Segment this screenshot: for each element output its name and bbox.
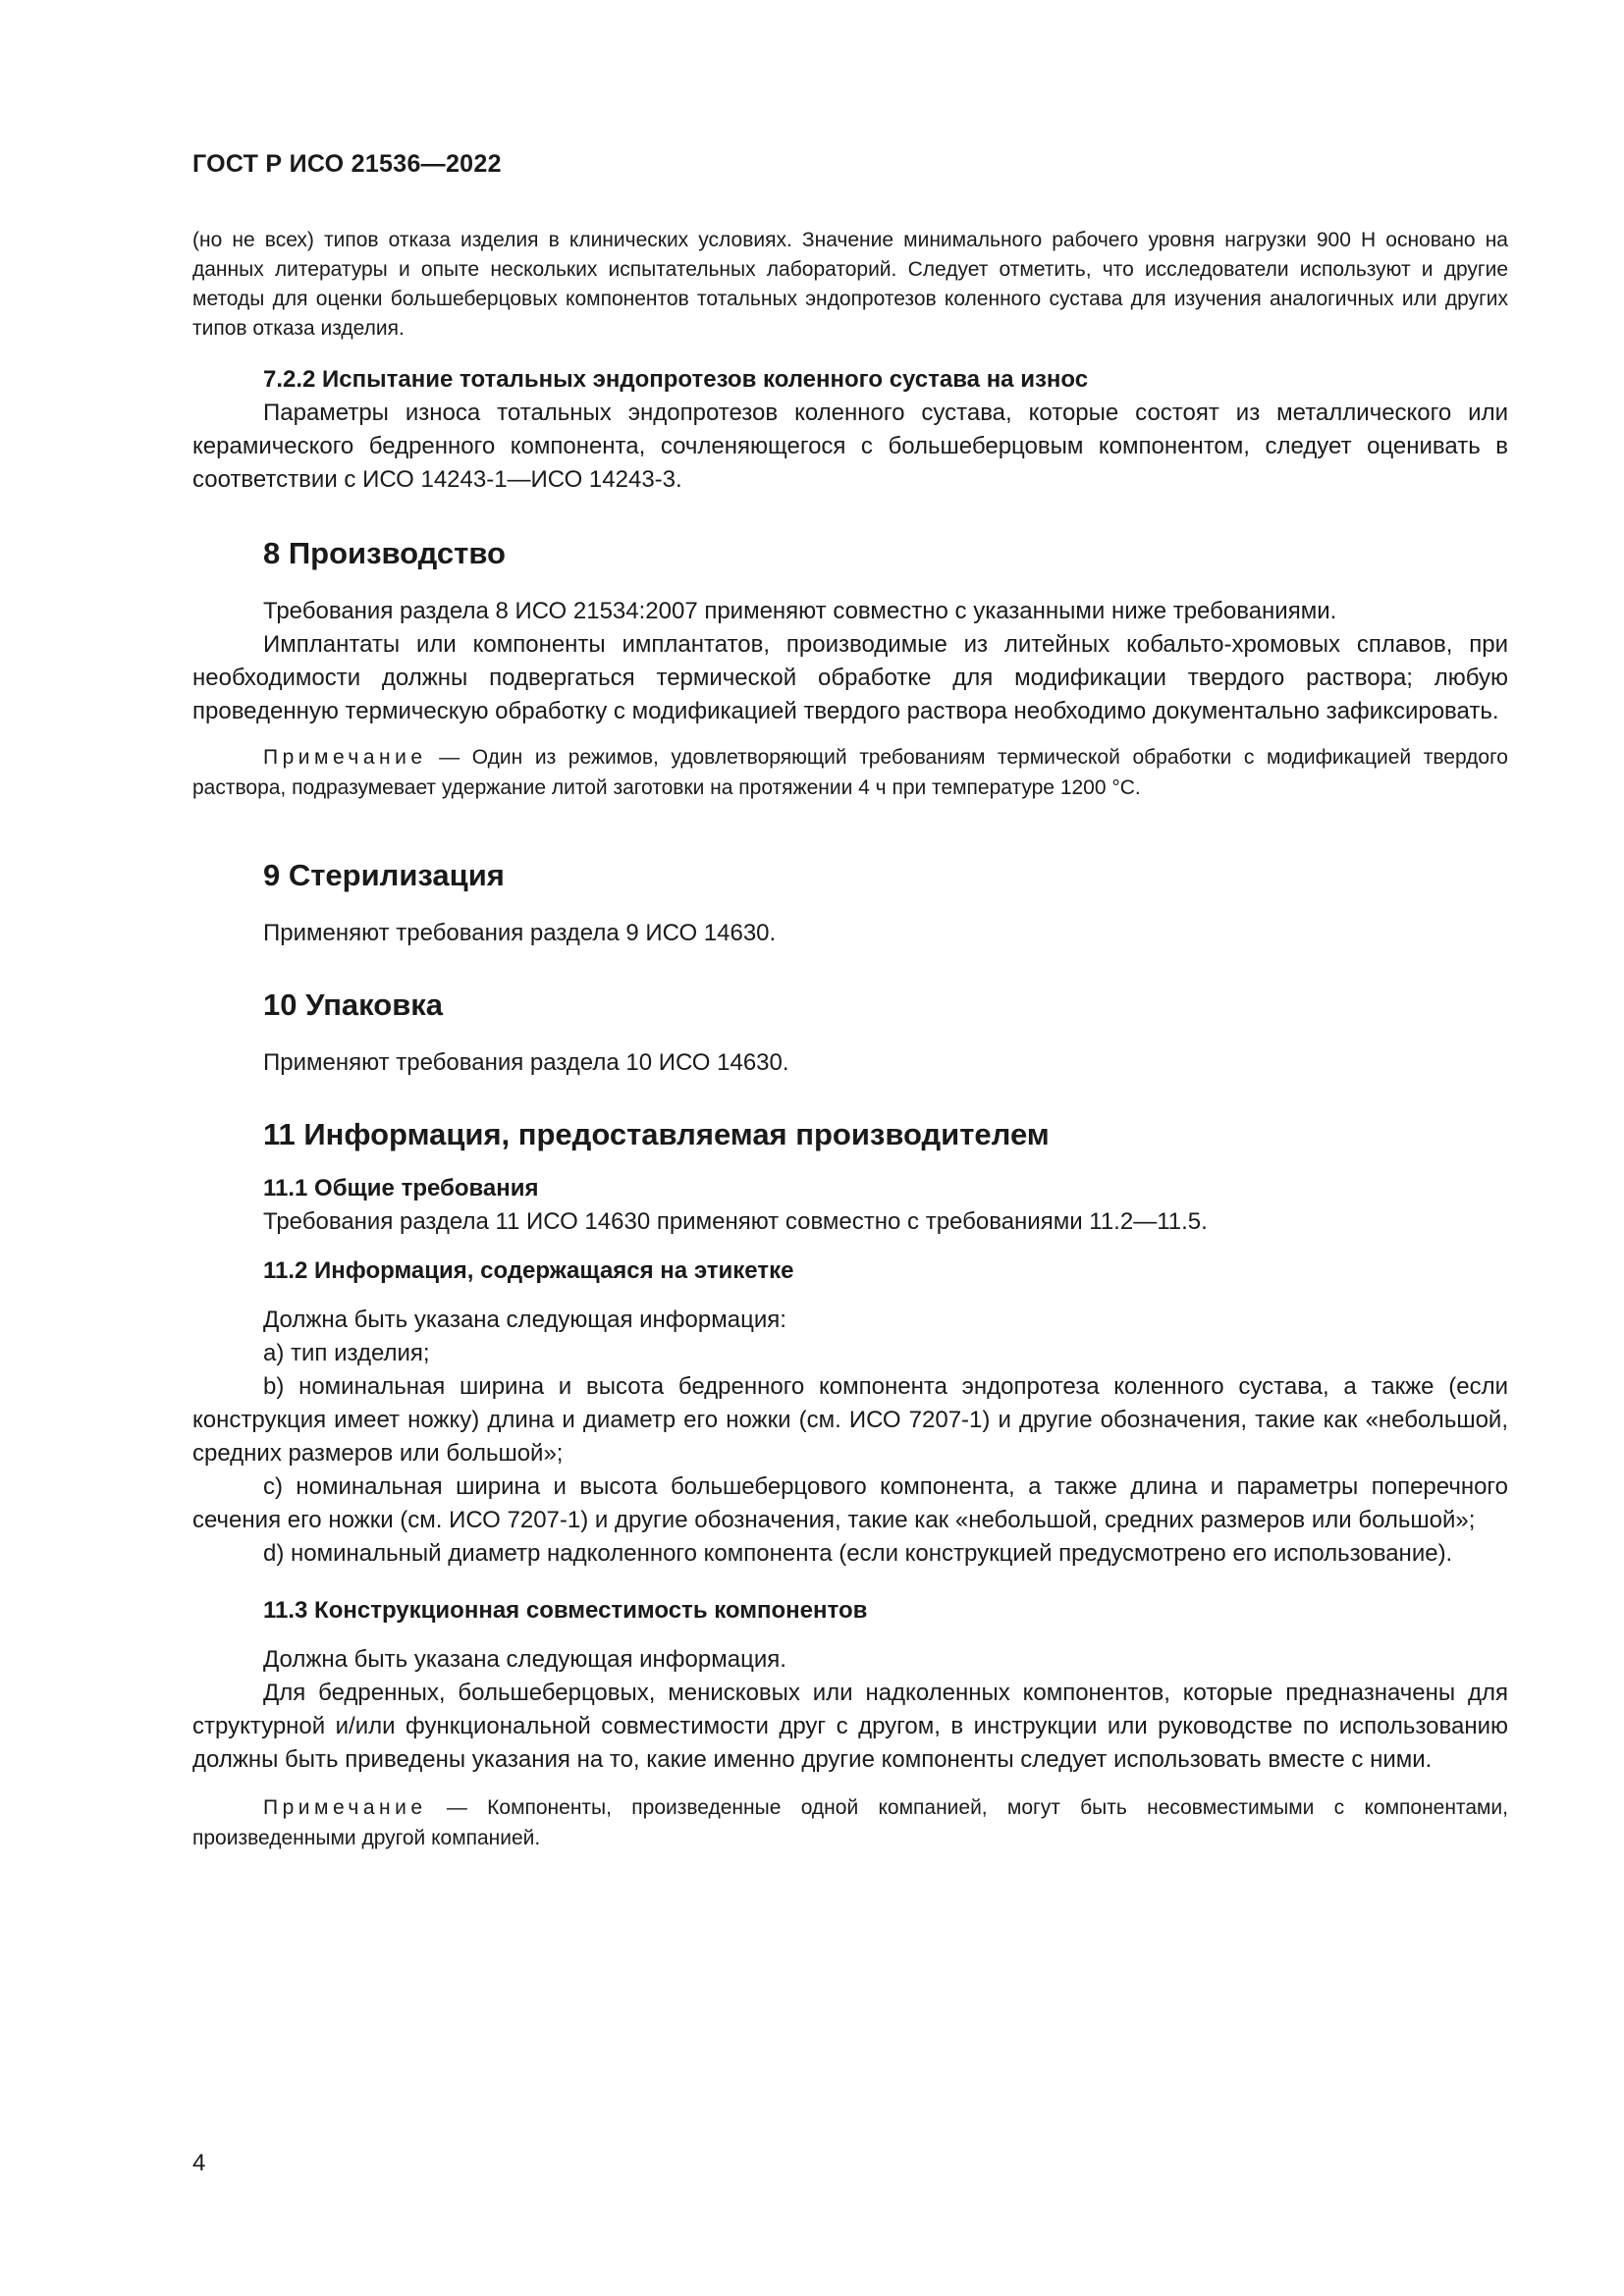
section-11-3-note — [192, 1792, 1508, 1853]
note-text: — Один из режимов, удовлетворяющий требованиям термической обработки с модификацией твердого раствора, подразумевает удержание литой заготовки на протяжении 4 ч при температуре 1200 °С. — [192, 746, 1508, 799]
section-8-paragraph-2: Имплантаты или компоненты имплантатов, производимые из литейных кобальто-хромовых сплавов, при необходимости должны подвергаться термической обработке для модификации твердого раствора; любую проведенную термическую обработку с модификацией твердого раствора необходимо документально зафиксировать. — [192, 631, 1508, 724]
note-text: — Компоненты, произведенные одной компанией, могут быть несовместимыми с компонентами, произведенными другой компанией. — [192, 1796, 1508, 1849]
section-11-3-paragraph-1: Должна быть указана следующая информация. — [263, 1646, 786, 1673]
intro-paragraph: (но не всех) типов отказа изделия в клинических условиях. Значение минимального рабочего уровня нагрузки 900 Н основано на данных литературы и опыте нескольких испытательных лабораторий. Следует отметить, что исследователи используют и другие методы для оценки большеберцовых компонентов тотальных эндопротезов коленного сустава для изучения аналогичных или других типов отказа изделия. — [192, 229, 1508, 340]
list-item-a: a) тип изделия; — [263, 1340, 430, 1366]
section-11-3-heading: 11.3 Конструкционная совместимость компонентов — [263, 1597, 868, 1624]
section-10-text: Применяют требования раздела 10 ИСО 14630. — [263, 1049, 789, 1076]
section-11-1-text: Требования раздела 11 ИСО 14630 применяют совместно с требованиями 11.2—11.5. — [263, 1208, 1208, 1235]
section-11-3-paragraph-2: Для бедренных, большеберцовых, менисковых или надколенных компонентов, которые предназначены для структурной и/или функциональной совместимости друг с другом, в инструкции или руководстве по использованию должны быть приведены указания на то, какие именно другие компоненты следует использовать вместе с ними. — [192, 1680, 1508, 1773]
standard-header: ГОСТ Р ИСО 21536—2022 — [192, 150, 502, 178]
section-11-2-heading: 11.2 Информация, содержащаяся на этикетке — [263, 1257, 794, 1284]
section-9-text: Применяют требования раздела 9 ИСО 14630. — [263, 920, 777, 946]
section-8-heading: 8 Производство — [263, 536, 506, 570]
section-8-paragraph-1: Требования раздела 8 ИСО 21534:2007 применяют совместно с указанными ниже требованиями. — [263, 598, 1337, 624]
section-11-heading: 11 Информация, предоставляемая производителем — [263, 1117, 1050, 1151]
list-item-d: d) номинальный диаметр надколенного компонента (если конструкцией предусмотрено его использование). — [263, 1540, 1453, 1567]
list-item-c: c) номинальная ширина и высота большеберцового компонента, а также длина и параметры поперечного сечения его ножки (см. ИСО 7207-1) и другие обозначения, такие как «небольшой, средних размеров или большой»; — [192, 1473, 1508, 1533]
section-11-1-heading: 11.1 Общие требования — [263, 1175, 539, 1201]
section-8-note — [192, 742, 1508, 803]
section-7-2-2-text: Параметры износа тотальных эндопротезов коленного сустава, которые состоят из металлического или керамического бедренного компонента, сочленяющегося с большеберцовым компонентом, следует оценивать в соответствии с ИСО 14243-1—ИСО 14243-3. — [192, 400, 1508, 493]
section-7-2-2-heading: 7.2.2 Испытание тотальных эндопротезов коленного сустава на износ — [263, 366, 1089, 393]
section-11-2-intro: Должна быть указана следующая информация: — [263, 1307, 786, 1333]
note-label: Примечание — [263, 746, 427, 769]
note-label: Примечание — [263, 1796, 427, 1819]
section-9-heading: 9 Стерилизация — [263, 858, 505, 892]
page-number: 4 — [192, 2150, 206, 2176]
section-10-heading: 10 Упаковка — [263, 988, 444, 1022]
page-content — [192, 226, 1508, 1853]
list-item-b: b) номинальная ширина и высота бедренного компонента эндопротеза коленного сустава, а также (если конструкция имеет ножку) длина и диаметр его ножки (см. ИСО 7207-1) и другие обозначения, такие как «небольшой, средних размеров или большой»; — [192, 1373, 1508, 1467]
